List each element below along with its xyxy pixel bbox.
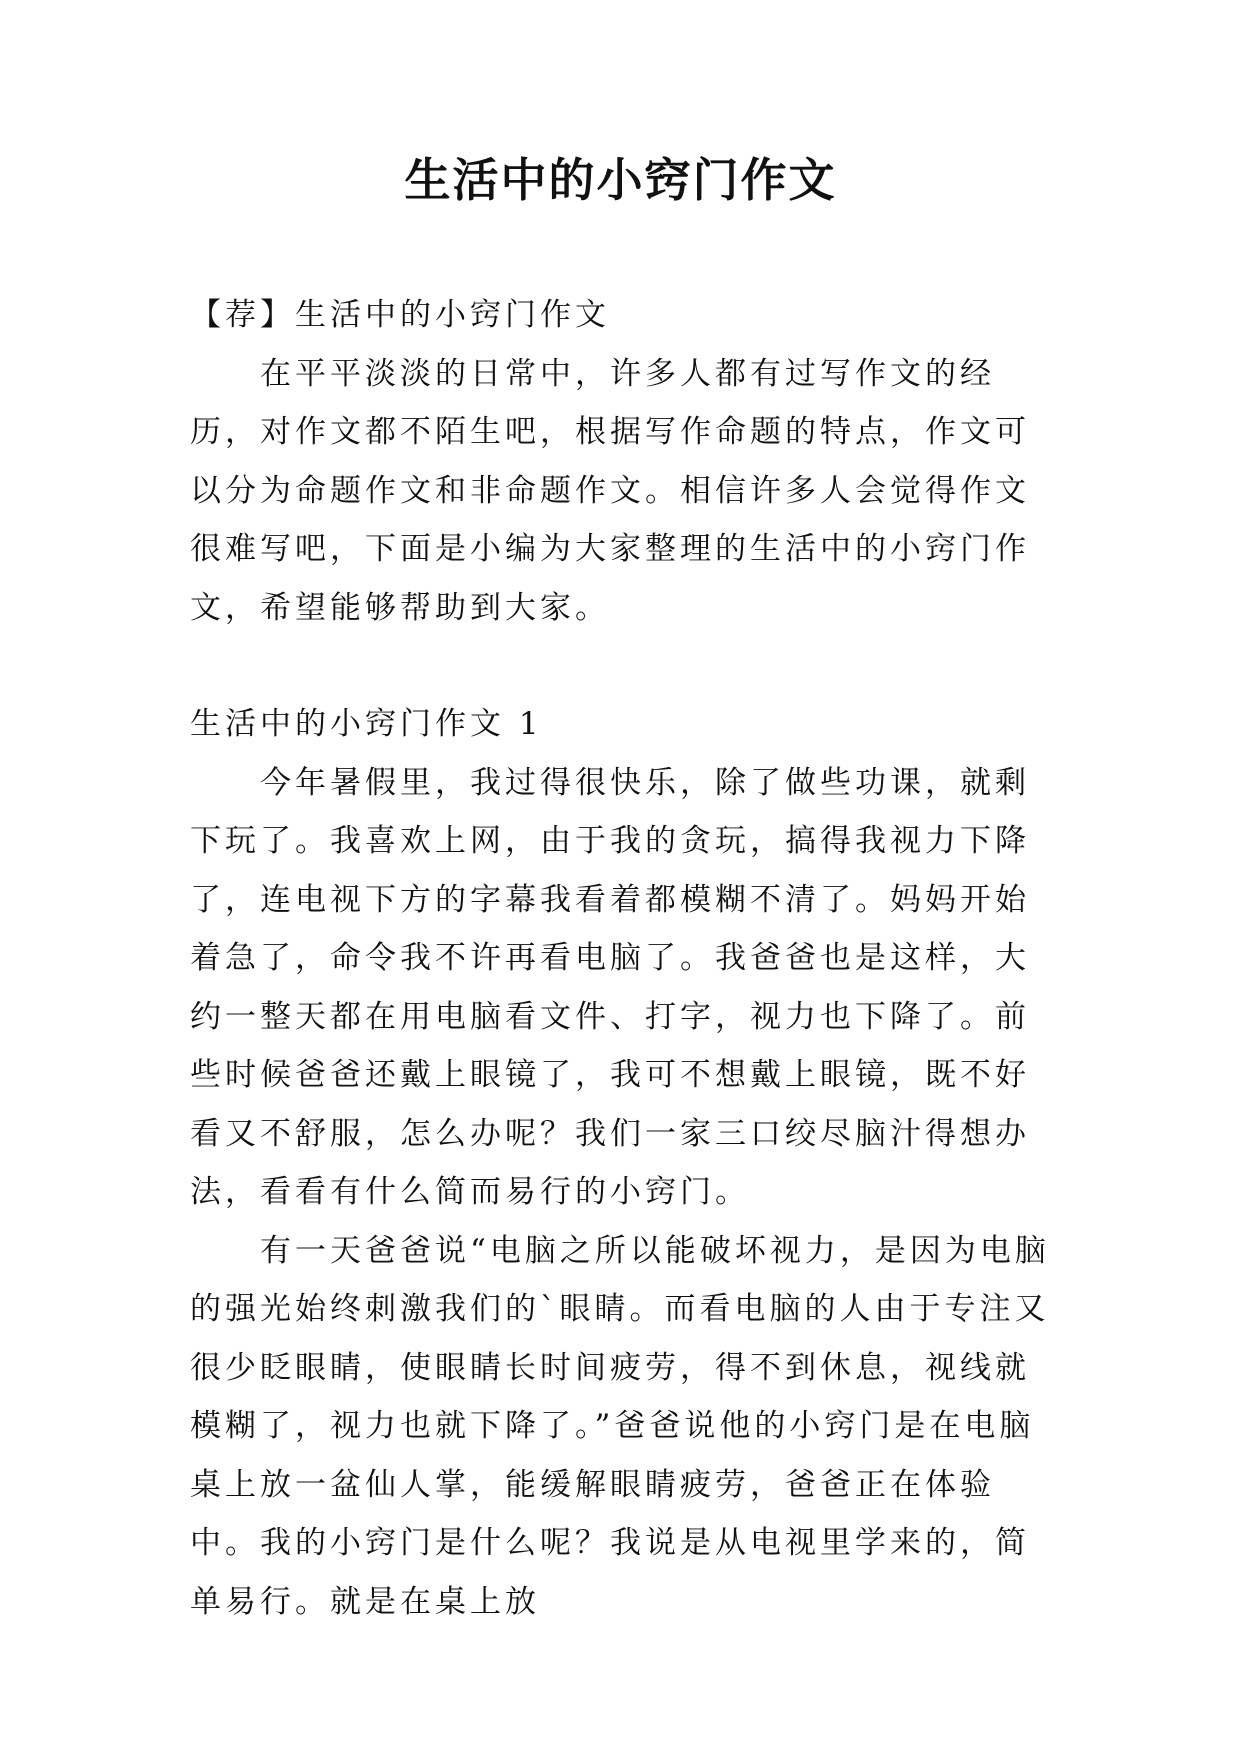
body-paragraph-1: 今年暑假里，我过得很快乐，除了做些功课，就剩下玩了。我喜欢上网，由于我的贪玩，搞得我视力下降了，连电视下方的字幕我看着都模糊不清了。妈妈开始着急了，命令我不许再看电脑了。我爸爸也是这样，大约一整天都在用电脑看文件、打字，视力也下降了。前些时候爸爸还戴上眼镜了，我可不想戴上眼镜，既不好看又不舒服，怎么办呢？我们一家三口绞尽脑汁得想办法，看看有什么简而易行的小窍门。 <box>190 764 1030 1210</box>
intro-paragraph: 在平平淡淡的日常中，许多人都有过写作文的经历，对作文都不陌生吧，根据写作命题的特点，作文可以分为命题作文和非命题作文。相信许多人会觉得作文很难写吧，下面是小编为大家整理的生活中的小窍门作文，希望能够帮助到大家。 <box>190 355 1030 626</box>
document-body <box>190 286 1062 1631</box>
section-spacer <box>190 637 1062 695</box>
section-heading: 生活中的小窍门作文 1 <box>190 706 543 742</box>
recommend-line: 【荐】生活中的小窍门作文 <box>190 297 610 333</box>
body-paragraph-2: 有一天爸爸说“电脑之所以能破坏视力，是因为电脑的强光始终刺激我们的`眼睛。而看电脑的人由于专注又很少眨眼睛，使眼睛长时间疲劳，得不到休息，视线就模糊了，视力也就下降了。”爸爸说他的小窍门是在电脑桌上放一盆仙人掌，能缓解眼睛疲劳，爸爸正在体验中。我的小窍门是什么呢？我说是从电视里学来的，简单易行。就是在桌上放 <box>190 1232 1050 1620</box>
page-title: 生活中的小窍门作文 <box>404 153 837 207</box>
